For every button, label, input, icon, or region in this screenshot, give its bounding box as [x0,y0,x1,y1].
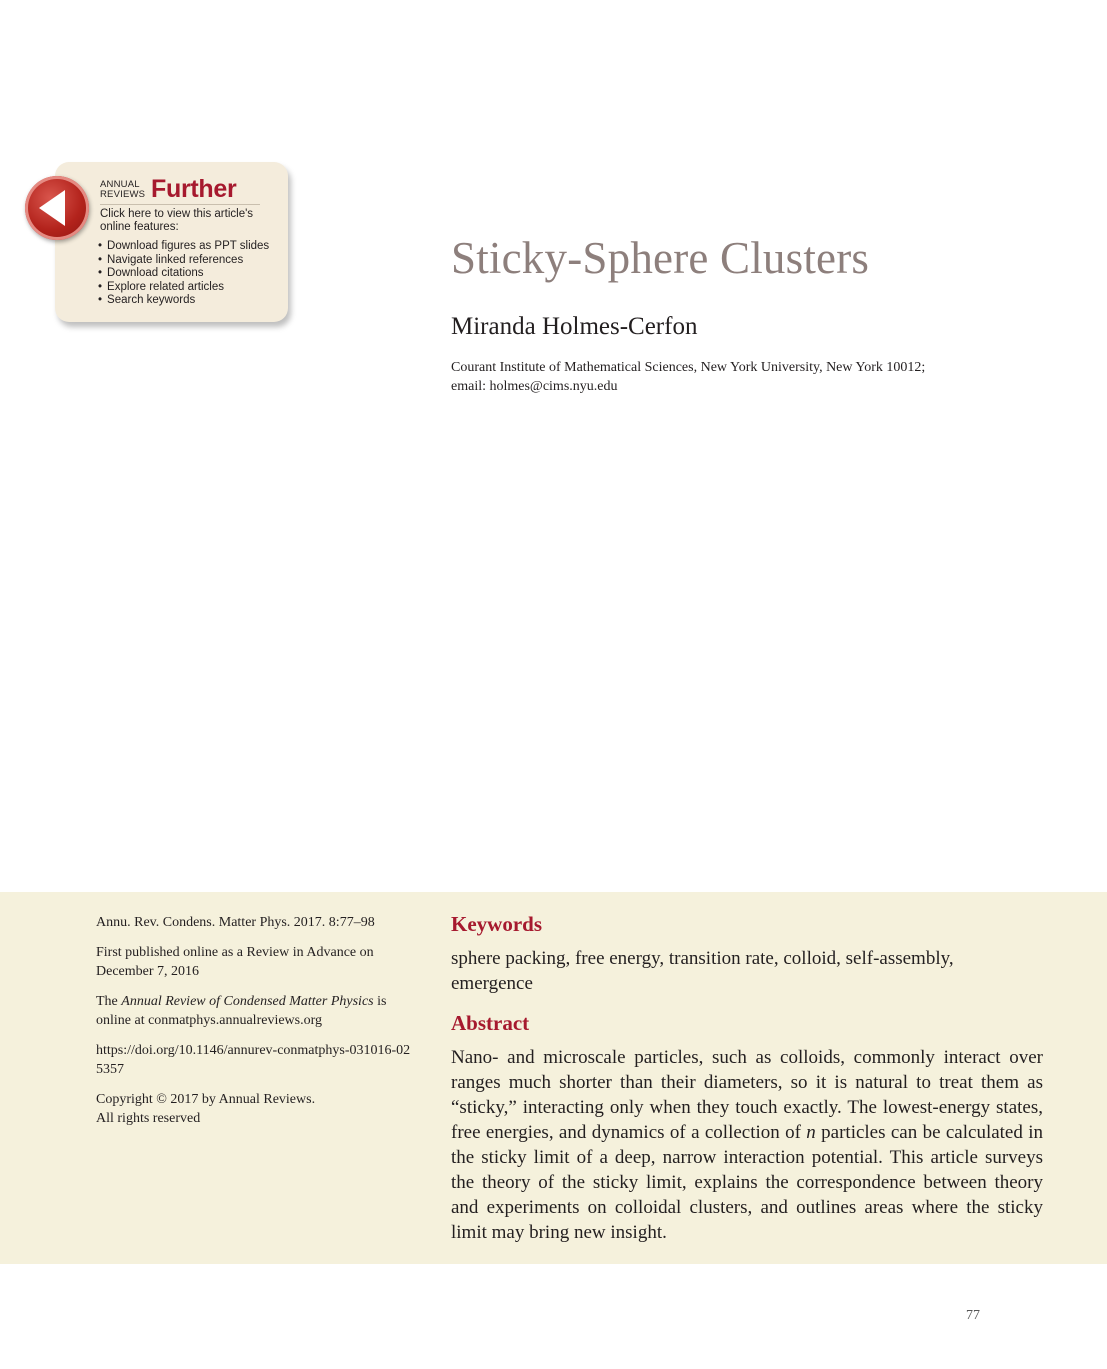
article-title: Sticky-Sphere Clusters [451,233,870,283]
feature-item: • Search keywords [98,294,269,308]
feature-item: • Download figures as PPT slides [98,240,269,254]
abstract-text: Nano- and microscale particles, such as colloids, commonly interact over ranges much shorter than their diameters, so it is natural to treat them as “sticky,” interacting only when they touch exactly. The lowest-energy states, free energies, and dynamics of a collection of n particles can be calculated in the sticky limit of a deep, narrow interaction potential. This article surveys the theory of the sticky limit, explains the correspondence between theory and experiments on colloidal clusters, and outlines areas where the sticky limit may bring new insight. [451,1047,1043,1243]
annual-reviews-brand: ANNUAL REVIEWS [100,179,146,200]
journal-info: The Annual Review of Condensed Matter Physics is online at conmatphys.annualreviews.org [96,994,387,1028]
further-intro [100,208,280,234]
n-symbol: n [806,1122,816,1143]
author-affiliation [451,358,1011,396]
published-date: First published online as a Review in Advance on December 7, 2016 [96,945,374,979]
affiliation-email: email: holmes@cims.nyu.edu [451,379,618,394]
feature-item: • Navigate linked references [98,254,269,268]
article-author: Miranda Holmes-Cerfon [451,313,698,340]
further-features-list [98,240,269,308]
journal-name: Annual Review of Condensed Matter Physics [121,994,374,1009]
further-brand-word: Further [151,175,237,203]
click-here-link[interactable]: Click here [100,208,152,220]
citation: Annu. Rev. Condens. Matter Phys. 2017. 8:77–98 [96,915,375,930]
further-link-button[interactable] [25,176,89,240]
feature-item: • Download citations [98,267,269,281]
publication-sidebar [96,913,416,1139]
affiliation-line: Courant Institute of Mathematical Sciences, New York University, New York 10012; [451,360,926,375]
keywords-heading: Keywords [451,912,542,936]
doi-paragraph [96,1041,416,1079]
further-intro-text: to view this article's online features: [100,208,254,233]
abstract-heading: Abstract [451,1011,530,1035]
play-back-arrow-icon [25,176,89,240]
copyright: Copyright © 2017 by Annual Reviews. All rights reserved [96,1092,316,1126]
feature-item: • Explore related articles [98,281,269,295]
brand-divider [100,204,260,205]
page-number: 77 [966,1308,980,1323]
keywords-text: sphere packing, free energy, transition rate, colloid, self-assembly, emergence [451,948,954,994]
doi-link[interactable]: https://doi.org/10.1146/annurev-conmatphys-031016-025357 [96,1043,411,1077]
